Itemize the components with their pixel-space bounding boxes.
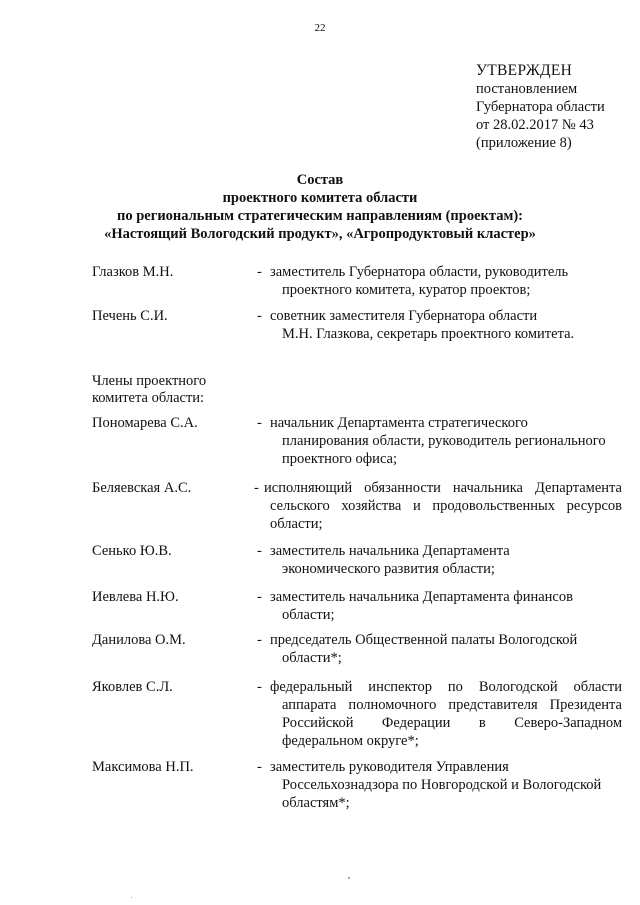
- role-line: председатель Общественной палаты Вологодской: [270, 632, 578, 648]
- dash-separator: -: [257, 632, 262, 648]
- member-role: [270, 631, 622, 667]
- members-header: [92, 373, 252, 407]
- dash-separator: -: [257, 759, 262, 775]
- document-title: [0, 171, 640, 243]
- role-line: аппарата полномочного представителя Президента: [282, 697, 622, 713]
- member-role: [270, 678, 622, 750]
- role-line: исполняющий обязанности начальника Департамента: [264, 480, 622, 496]
- role-line: федеральном округе*;: [282, 733, 419, 749]
- role-line: заместитель руководителя Управления: [270, 759, 509, 775]
- role-line: Российской Федерации в Северо-Западном: [282, 715, 622, 731]
- role-line: Россельхознадзора по Новгородской и Вологодской: [282, 777, 602, 793]
- dash-separator: -: [257, 589, 262, 605]
- member-name: Яковлев С.Л.: [92, 679, 173, 695]
- title-line: Состав: [296, 172, 344, 188]
- members-header-line: Члены проектного: [92, 373, 207, 389]
- member-name: Максимова Н.П.: [92, 759, 194, 775]
- member-name: Иевлева Н.Ю.: [92, 589, 179, 605]
- role-line: заместитель начальника Департамента: [270, 543, 510, 559]
- member-role: [270, 542, 622, 578]
- member-name: Сенько Ю.В.: [92, 543, 172, 559]
- role-line: заместитель начальника Департамента финансов: [270, 589, 573, 605]
- member-role: [270, 414, 622, 468]
- role-line: планирования области, руководитель регионального: [282, 433, 606, 449]
- approval-appendix-line: (приложение 8): [476, 135, 572, 151]
- member-role: [264, 479, 622, 533]
- approval-heading: УТВЕРЖДЕН: [476, 62, 573, 79]
- member-role: [270, 758, 622, 812]
- member-name: Пономарева С.А.: [92, 415, 198, 431]
- scan-speck: [348, 877, 350, 879]
- member-role: [270, 263, 622, 299]
- dash-separator: -: [257, 308, 262, 324]
- page-number: 22: [314, 22, 326, 34]
- title-line: проектного комитета области: [222, 190, 418, 206]
- approval-stamp: [476, 62, 636, 152]
- approval-line: Губернатора области: [476, 99, 605, 115]
- approval-line: постановлением: [476, 81, 578, 97]
- role-line: М.Н. Глазкова, секретарь проектного комитета.: [282, 326, 575, 342]
- role-line: области*;: [282, 650, 342, 666]
- role-line: области;: [282, 607, 335, 623]
- role-line: советник заместителя Губернатора области: [270, 308, 538, 324]
- role-line: проектного комитета, куратор проектов;: [282, 282, 531, 298]
- role-line: проектного офиса;: [282, 451, 398, 467]
- role-line: области;: [270, 516, 323, 532]
- dash-separator: -: [257, 679, 262, 695]
- dash-separator: -: [257, 543, 262, 559]
- member-role: [270, 588, 622, 624]
- role-line: экономического развития области;: [282, 561, 495, 577]
- title-line: по региональным стратегическим направлениям (проектам):: [117, 208, 523, 224]
- member-name: Глазков М.Н.: [92, 264, 174, 280]
- role-line: областям*;: [282, 795, 350, 811]
- approval-date-line: от 28.02.2017 № 43: [476, 117, 594, 133]
- title-line: «Настоящий Вологодский продукт», «Агропродуктовый кластер»: [104, 226, 536, 242]
- role-line: заместитель Губернатора области, руководитель: [270, 264, 569, 280]
- role-line: федеральный инспектор по Вологодской области: [270, 679, 622, 695]
- member-role: [270, 307, 622, 343]
- dash-separator: -: [254, 480, 259, 496]
- role-line: начальник Департамента стратегического: [270, 415, 528, 431]
- member-name: Беляевская А.С.: [92, 480, 192, 496]
- member-name: Данилова О.М.: [92, 632, 186, 648]
- member-name: Печень С.И.: [92, 308, 168, 324]
- members-header-line: комитета области:: [92, 390, 205, 406]
- scan-speck: [131, 897, 132, 898]
- dash-separator: -: [257, 415, 262, 431]
- role-line: сельского хозяйства и продовольственных ресурсов: [270, 498, 622, 514]
- dash-separator: -: [257, 264, 262, 280]
